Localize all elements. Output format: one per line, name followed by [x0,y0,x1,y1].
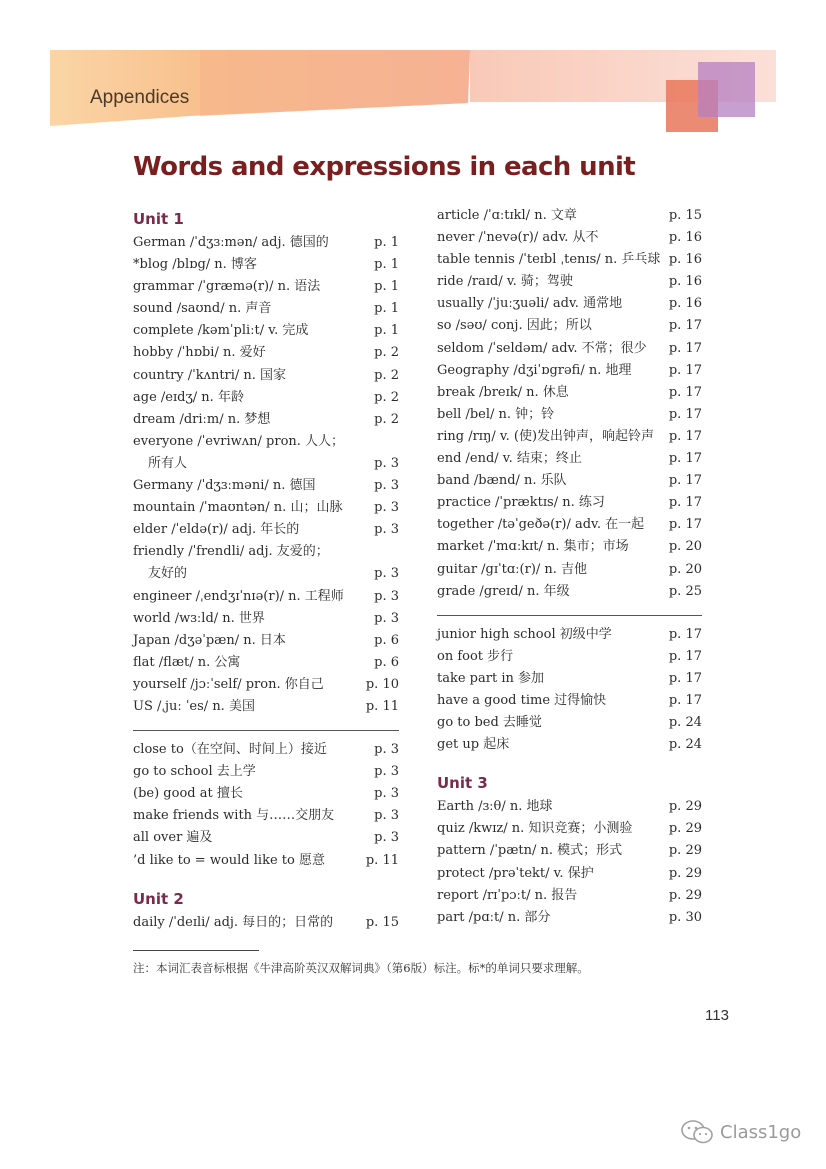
entry-text: yourself /jɔːˈself/ pron. 你自己 [133,676,324,692]
entry-row [133,586,399,608]
entry-row [437,818,702,840]
entry-text: flat /flæt/ n. 公寓 [133,654,241,670]
page-ref: p. 3 [374,588,399,604]
entry-text: grammar /ˈgræmə(r)/ n. 语法 [133,279,321,295]
entry-row [133,497,399,519]
word-list [437,205,702,603]
page-ref: p. 24 [668,715,702,731]
entry-text: dream /driːm/ n. 梦想 [133,411,271,427]
page-ref: p. 3 [374,808,399,824]
divider [437,615,702,616]
entry-text: pattern /ˈpætn/ n. 模式；形式 [437,843,623,859]
page-ref: p. 3 [374,478,399,494]
entry-text: 所有人 [148,455,188,471]
page-ref: p. 17 [668,626,702,642]
footnote: 注：本词汇表音标根据《牛津高阶英汉双解词典》（第6版）标注。标*的单词只要求理解。 [133,961,589,975]
page-ref: p. 16 [668,296,702,312]
page-ref: p. 16 [668,230,702,246]
unit-heading: Unit 3 [437,774,488,793]
entry-text: break /breɪk/ n. 休息 [437,384,569,400]
entry-text: on foot 步行 [437,648,514,664]
entry-text: band /bænd/ n. 乐队 [437,473,567,489]
unit-heading: Unit 2 [133,889,184,908]
entry-text: country /ˈkʌntri/ n. 国家 [133,367,287,383]
entry-row [133,276,399,298]
entry-row [133,827,399,849]
entry-row [133,563,399,585]
entry-row [133,783,399,805]
entry-text: seldom /ˈseldəm/ adv. 不常；很少 [437,340,647,356]
page-ref: p. 17 [668,451,702,467]
page-ref: p. 20 [668,539,702,555]
entry-text: ’d like to = would like to 愿意 [133,852,325,868]
entry-row [437,885,702,907]
entry-row [437,624,702,646]
entry-text: go to bed 去睡觉 [437,715,542,731]
entry-text: mountain /ˈmaʊntən/ n. 山；山脉 [133,500,343,516]
page-ref: p. 17 [668,340,702,356]
entry-row [133,475,399,497]
entry-row [133,254,399,276]
page-ref: p. 29 [668,799,702,815]
entry-row [437,271,702,293]
page-ref: p. 16 [668,252,702,268]
entry-row [437,338,702,360]
entry-row [133,453,399,475]
entry-row [133,541,399,563]
entry-row [133,608,399,630]
entry-row [437,249,702,271]
page-ref: p. 2 [374,367,399,383]
page-ref: p. 25 [668,583,702,599]
entry-text: article /ˈɑːtɪkl/ n. 文章 [437,208,577,223]
right-column [437,205,702,929]
page-ref: p. 17 [668,406,702,422]
entry-row [133,674,399,696]
entry-row [133,519,399,541]
page-ref: p. 17 [668,362,702,378]
entry-row [437,448,702,470]
entry-row [133,387,399,409]
entry-text: practice /ˈpræktɪs/ n. 练习 [437,495,605,511]
page-ref: p. 3 [374,500,399,516]
page-ref: p. 3 [374,830,399,846]
entry-row [133,739,399,761]
entry-text: table tennis /ˈteɪbl ˌtenɪs/ n. 乒乓球 [437,252,661,268]
entry-text: daily /ˈdeɪli/ adj. 每日的；日常的 [133,914,334,930]
entry-row [133,761,399,783]
page-ref: p. 16 [668,274,702,290]
entry-row [437,426,702,448]
page-title: Words and expressions in each unit [133,152,636,182]
entry-text: friendly /ˈfrendli/ adj. 友爱的； [133,544,329,560]
page-ref: p. 3 [374,610,399,626]
page-ref: p. 11 [365,852,399,868]
page-ref: p. 3 [374,742,399,758]
entry-text: bell /bel/ n. 钟；铃 [437,406,555,422]
page-ref: p. 15 [365,914,399,930]
entry-row [437,668,702,690]
entry-row [437,734,702,756]
page-ref: p. 17 [668,692,702,708]
entry-text: ring /rɪŋ/ v. (使)发出钟声，响起铃声 [437,428,655,444]
entry-row [133,431,399,453]
wechat-icon [680,1119,714,1145]
entry-text: end /end/ v. 结束；终止 [437,451,582,467]
watermark [680,1119,801,1145]
page-ref: p. 3 [374,522,399,538]
entry-row [437,470,702,492]
page-ref: p. 3 [374,455,399,471]
page-ref: p. 24 [668,737,702,753]
entry-text: Earth /ɜːθ/ n. 地球 [437,799,553,815]
entry-text: US /ˌjuː ˈes/ n. 美国 [133,698,255,714]
page-ref: p. 29 [668,821,702,837]
page-ref: p. 29 [668,843,702,859]
page-ref: p. 17 [668,384,702,400]
entry-text: Geography /dʒiˈɒgrəfi/ n. 地理 [437,362,632,378]
entry-text: grade /greɪd/ n. 年级 [437,583,570,599]
entry-row [133,805,399,827]
entry-row [437,492,702,514]
word-list [437,796,702,929]
header-banner [0,0,826,140]
entry-text: Japan /dʒəˈpæn/ n. 日本 [133,632,286,648]
phrase-list [437,624,702,757]
entry-row [133,298,399,320]
phrase-list [133,739,399,872]
entry-row [437,863,702,885]
entry-row [133,342,399,364]
entry-text: guitar /gɪˈtɑː(r)/ n. 吉他 [437,561,588,577]
word-list [133,232,399,718]
entry-row [437,796,702,818]
page-ref: p. 15 [668,208,702,223]
page-ref: p. 11 [365,698,399,714]
entry-row [133,912,399,934]
entry-text: age /eɪdʒ/ n. 年龄 [133,389,244,405]
entry-row [437,205,702,227]
page-ref: p. 30 [668,909,702,925]
entry-text: market /ˈmɑːkɪt/ n. 集市；市场 [437,539,629,555]
page-ref: p. 1 [374,257,399,273]
section-label: Appendices [90,87,190,108]
entry-row [133,696,399,718]
entry-row [133,365,399,387]
page-ref: p. 2 [374,411,399,427]
unit-heading: Unit 1 [133,210,184,228]
entry-row [133,850,399,872]
entry-row [437,514,702,536]
page-ref: p. 17 [668,517,702,533]
entry-row [133,320,399,342]
page-ref: p. 3 [374,786,399,802]
entry-text: part /pɑːt/ n. 部分 [437,909,551,925]
entry-text: elder /ˈeldə(r)/ adj. 年长的 [133,522,300,538]
page-ref: p. 6 [374,654,399,670]
entry-text: report /rɪˈpɔːt/ n. 报告 [437,887,578,903]
page-ref: p. 17 [668,318,702,334]
entry-row [437,907,702,929]
entry-text: make friends with 与……交朋友 [133,808,335,824]
entry-text: world /wɜːld/ n. 世界 [133,610,265,626]
entry-row [437,293,702,315]
page-ref: p. 1 [374,235,399,250]
divider [133,730,399,731]
page-ref: p. 17 [668,473,702,489]
entry-row [437,404,702,426]
page-ref: p. 17 [668,428,702,444]
entry-text: together /təˈgeðə(r)/ adv. 在一起 [437,517,645,533]
entry-text: protect /prəˈtekt/ v. 保护 [437,865,594,881]
entry-text: ride /raɪd/ v. 骑；驾驶 [437,274,573,290]
entry-text: all over 遍及 [133,830,213,846]
page-ref: p. 17 [668,648,702,664]
entry-row [437,581,702,603]
entry-text: engineer /ˌendʒɪˈnɪə(r)/ n. 工程师 [133,588,344,604]
page-ref: p. 3 [374,566,399,582]
entry-text: take part in 参加 [437,670,544,686]
entry-text: (be) good at 擅长 [133,786,243,802]
entry-text: complete /kəmˈpliːt/ v. 完成 [133,323,309,339]
entry-text: hobby /ˈhɒbi/ n. 爱好 [133,345,266,361]
entry-row [437,360,702,382]
page-ref: p. 17 [668,495,702,511]
entry-row [437,840,702,862]
entry-text: go to school 去上学 [133,764,256,780]
page-number: 113 [705,1007,729,1024]
entry-row [437,646,702,668]
entry-text: get up 起床 [437,737,510,753]
entry-text: German /ˈdʒɜːmən/ adj. 德国的 [133,235,329,250]
page-ref: p. 2 [374,345,399,361]
left-column [133,206,399,934]
page-ref: p. 2 [374,389,399,405]
entry-row [437,712,702,734]
entry-text: everyone /ˈevriwʌn/ pron. 人人； [133,433,345,449]
entry-row [133,409,399,431]
watermark-text: Class1go [720,1121,802,1143]
page-ref: p. 1 [374,323,399,339]
entry-row [133,630,399,652]
entry-text: have a good time 过得愉快 [437,692,607,708]
word-list [133,912,399,934]
entry-row [437,559,702,581]
entry-text: Germany /ˈdʒɜːməni/ n. 德国 [133,478,316,494]
entry-text: *blog /blɒg/ n. 博客 [133,257,257,273]
entry-text: sound /saʊnd/ n. 声音 [133,301,272,317]
entry-text: so /səʊ/ conj. 因此；所以 [437,318,592,334]
page-ref: p. 17 [668,670,702,686]
page-ref: p. 29 [668,887,702,903]
page-ref: p. 20 [668,561,702,577]
entry-text: close to（在空间、时间上）接近 [133,742,327,758]
page-ref: p. 3 [374,764,399,780]
entry-row [437,382,702,404]
entry-text: junior high school 初级中学 [437,626,612,642]
entry-row [133,652,399,674]
entry-text: never /ˈnevə(r)/ adv. 从不 [437,230,599,246]
entry-row [437,315,702,337]
entry-row [133,232,399,254]
page-ref: p. 1 [374,279,399,295]
page-ref: p. 1 [374,301,399,317]
footnote-divider [133,950,259,951]
entry-row [437,536,702,558]
entry-text: 友好的 [148,566,188,582]
entry-text: quiz /kwɪz/ n. 知识竞赛；小测验 [437,821,633,837]
entry-row [437,690,702,712]
page-ref: p. 10 [365,676,399,692]
page-ref: p. 6 [374,632,399,648]
page-ref: p. 29 [668,865,702,881]
entry-text: usually /ˈjuːʒuəli/ adv. 通常地 [437,296,623,312]
entry-row [437,227,702,249]
